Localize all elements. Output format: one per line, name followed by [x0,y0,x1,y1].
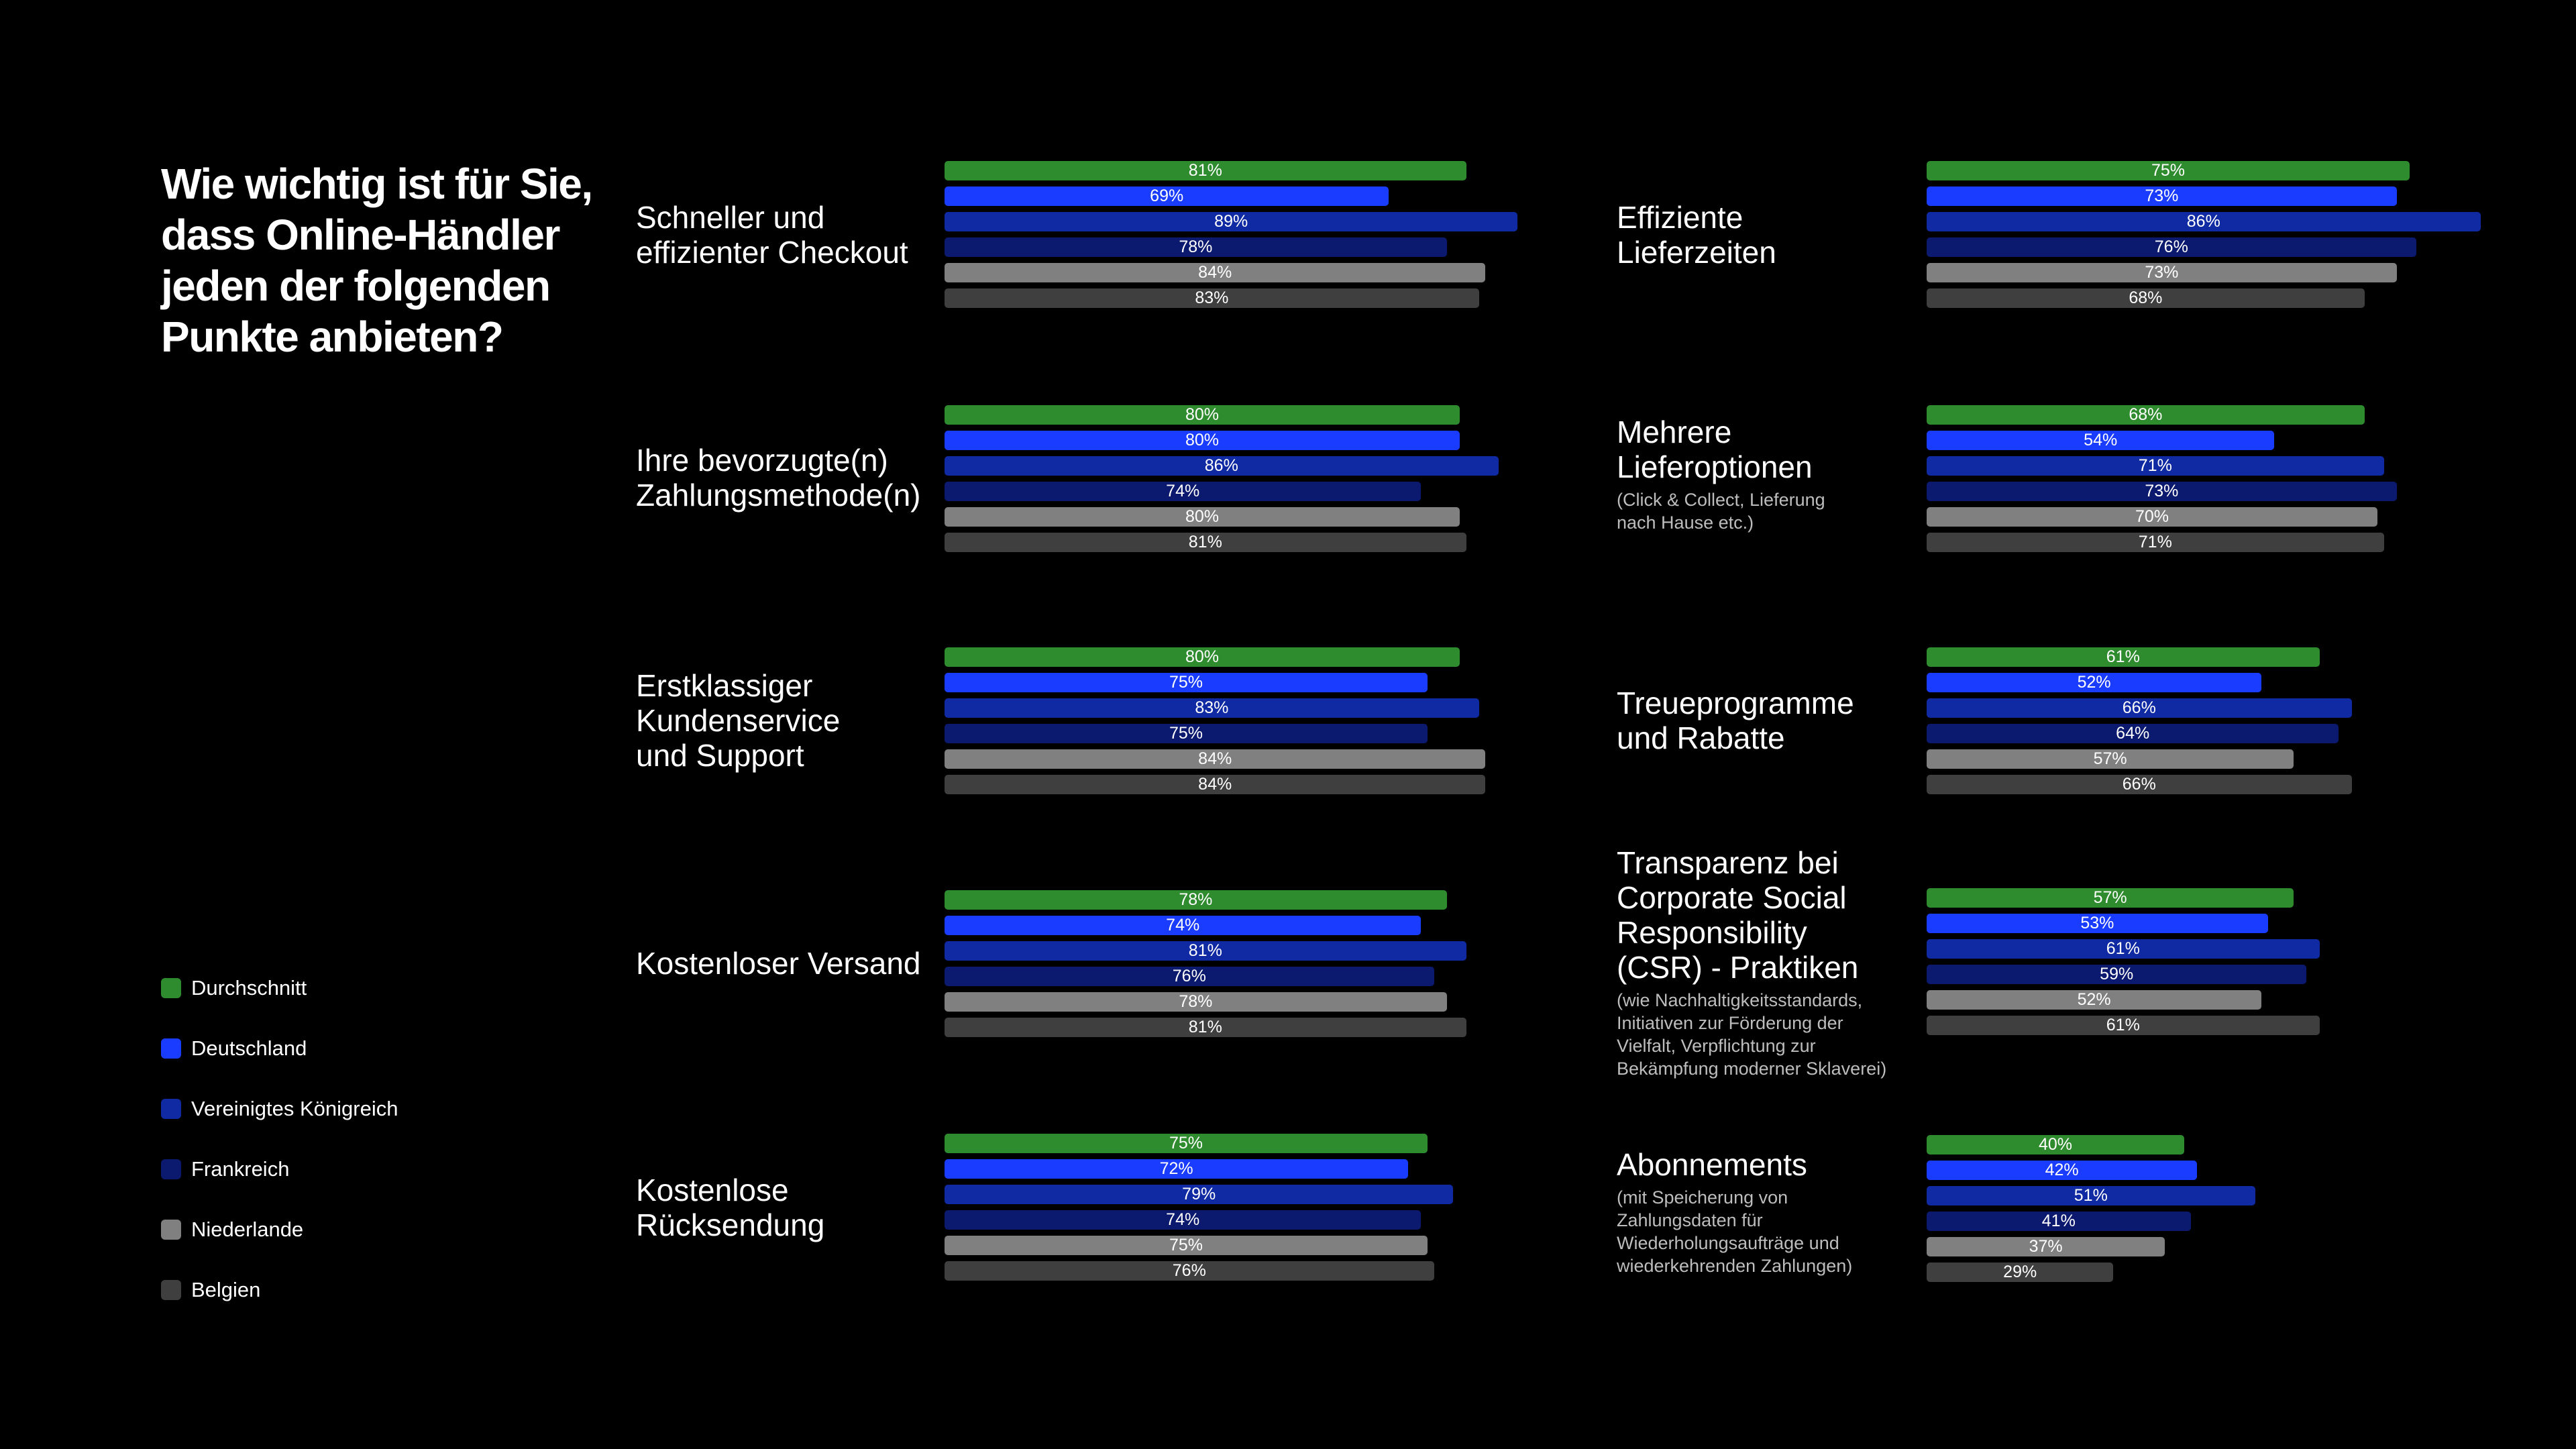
bar-niederlande [945,749,1485,769]
bar-value-label: 61% [2106,939,2140,958]
page-title: Wie wichtig ist für Sie, dass Online-Händler jeden der folgenden Punkte anbieten? [161,160,592,361]
category-title: Kostenlose Rücksendung [636,1173,825,1242]
bar-belgien [945,1018,1466,1037]
bar-value-label: 57% [2093,888,2127,907]
category-title: Treueprogramme und Rabatte [1617,686,1854,755]
bar-value-label: 83% [1195,288,1229,307]
category-title: Schneller und effizienter Checkout [636,200,908,270]
legend-swatch [161,978,181,998]
bar-value-label: 51% [2074,1186,2108,1205]
bar-value-label: 75% [1169,724,1203,743]
legend-swatch [161,1099,181,1119]
bar-niederlande [1927,990,2261,1010]
bar-value-label: 75% [2151,161,2186,180]
bar-value-label: 74% [1166,1210,1200,1229]
bar-deutschland [945,673,1428,692]
bar-value-label: 75% [1169,1236,1203,1254]
bar-belgien [945,288,1479,308]
bar-belgien [1927,1263,2113,1282]
legend-swatch [161,1038,181,1059]
category-subtitle: (Click & Collect, Lieferung nach Hause etc.) [1617,490,1825,533]
bar-vereinigtes-königreich [1927,212,2481,231]
bar-value-label: 72% [1159,1159,1193,1178]
bar-value-label: 61% [2106,647,2140,666]
category-label [1617,845,1912,1080]
category-label [636,946,931,981]
bar-value-label: 81% [1188,1018,1222,1036]
bar-deutschland [1927,673,2261,692]
bar-value-label: 80% [1185,647,1220,666]
bar-durchschnitt [1927,888,2294,908]
bar-vereinigtes-königreich [945,1185,1453,1204]
bar-deutschland [945,431,1460,450]
legend-swatch [161,1280,181,1300]
bar-value-label: 76% [1172,1261,1206,1280]
bar-value-label: 80% [1185,431,1220,449]
legend-label: Durchschnitt [191,976,307,1000]
bar-deutschland [1927,914,2268,933]
legend-swatch [161,1220,181,1240]
category-subtitle: (mit Speicherung von Zahlungsdaten für Wiederholungsaufträge und wiederkehrenden Zahlungen) [1617,1187,1853,1276]
legend-label: Vereinigtes Königreich [191,1097,398,1120]
legend-label: Frankreich [191,1157,290,1181]
bar-belgien [1927,533,2384,552]
bar-belgien [1927,1016,2320,1035]
bar-value-label: 73% [2145,263,2179,282]
bar-belgien [945,1261,1434,1281]
bar-vereinigtes-königreich [945,698,1479,718]
bar-value-label: 78% [1179,890,1213,909]
bar-value-label: 86% [2186,212,2220,231]
category-title: Ihre bevorzugte(n) Zahlungsmethode(n) [636,443,921,513]
bar-vereinigtes-königreich [1927,939,2320,959]
bar-value-label: 54% [2084,431,2118,449]
category-title: Kostenloser Versand [636,946,921,981]
bar-durchschnitt [945,890,1447,910]
bar-deutschland [945,916,1421,935]
category-subtitle: (wie Nachhaltigkeitsstandards, Initiativen zur Förderung der Vielfalt, Verpflichtung zur Bekämpfung moderner Sklaverei) [1617,990,1887,1079]
category-label [636,1173,931,1242]
bar-value-label: 78% [1179,237,1213,256]
bar-value-label: 78% [1179,992,1213,1011]
bar-value-label: 70% [2135,507,2169,526]
bar-value-label: 75% [1169,673,1203,692]
bar-value-label: 80% [1185,405,1220,424]
bar-durchschnitt [1927,1135,2184,1155]
bar-value-label: 64% [2116,724,2150,743]
bar-durchschnitt [945,647,1460,667]
bar-value-label: 81% [1188,533,1222,551]
bar-value-label: 89% [1214,212,1248,231]
legend [161,958,398,1320]
bar-value-label: 52% [2077,990,2111,1009]
bar-vereinigtes-königreich [945,456,1499,476]
legend-item [161,958,398,1018]
bar-value-label: 81% [1188,161,1222,180]
bar-belgien [1927,775,2352,794]
bar-value-label: 41% [2041,1212,2076,1230]
bar-durchschnitt [945,1134,1428,1153]
bar-durchschnitt [1927,161,2410,180]
category-label [1617,686,1912,755]
bar-value-label: 66% [2122,775,2156,794]
bar-value-label: 52% [2077,673,2111,692]
bar-value-label: 86% [1204,456,1238,475]
bar-frankreich [945,482,1421,501]
bar-niederlande [945,507,1460,527]
bar-value-label: 37% [2029,1237,2063,1256]
bar-value-label: 83% [1195,698,1229,717]
bar-deutschland [1927,431,2274,450]
bar-niederlande [945,263,1485,282]
legend-swatch [161,1159,181,1179]
bar-value-label: 68% [2129,405,2163,424]
legend-item [161,1260,398,1320]
category-label [1617,415,1912,534]
category-title: Mehrere Lieferoptionen [1617,415,1813,484]
bar-value-label: 71% [2138,456,2172,475]
bar-niederlande [945,1236,1428,1255]
bar-value-label: 29% [2003,1263,2037,1281]
bar-niederlande [1927,1237,2165,1256]
bar-niederlande [1927,749,2294,769]
bar-vereinigtes-königreich [1927,698,2352,718]
bar-deutschland [1927,1161,2197,1180]
bar-belgien [945,775,1485,794]
bar-value-label: 74% [1166,916,1200,934]
bar-value-label: 84% [1198,749,1232,768]
category-label [636,200,931,270]
legend-item [161,1139,398,1199]
category-title: Abonnements [1617,1147,1807,1182]
bar-frankreich [1927,237,2416,257]
bar-value-label: 40% [2038,1135,2073,1154]
bar-vereinigtes-königreich [1927,456,2384,476]
bar-value-label: 73% [2145,186,2179,205]
legend-label: Niederlande [191,1218,304,1241]
legend-item [161,1199,398,1260]
category-label [1617,200,1912,270]
bar-frankreich [1927,724,2339,743]
category-label [636,443,931,513]
bar-belgien [945,533,1466,552]
legend-item [161,1079,398,1139]
bar-value-label: 69% [1150,186,1184,205]
category-title: Effiziente Lieferzeiten [1617,200,1776,270]
bar-frankreich [945,1210,1421,1230]
bar-value-label: 68% [2129,288,2163,307]
bar-value-label: 42% [2045,1161,2079,1179]
bar-value-label: 76% [2154,237,2188,256]
bar-frankreich [945,237,1447,257]
bar-value-label: 79% [1182,1185,1216,1203]
bar-frankreich [1927,482,2397,501]
bar-value-label: 53% [2080,914,2114,932]
bar-value-label: 74% [1166,482,1200,500]
bar-value-label: 84% [1198,775,1232,794]
bar-value-label: 66% [2122,698,2156,717]
bar-value-label: 80% [1185,507,1220,526]
legend-label: Deutschland [191,1036,307,1060]
bar-frankreich [945,967,1434,986]
bar-durchschnitt [945,405,1460,425]
bar-deutschland [945,1159,1408,1179]
bar-value-label: 76% [1172,967,1206,985]
bar-value-label: 61% [2106,1016,2140,1034]
bar-value-label: 73% [2145,482,2179,500]
bar-deutschland [1927,186,2397,206]
bar-belgien [1927,288,2365,308]
bar-deutschland [945,186,1389,206]
category-label [1617,1147,1912,1277]
bar-value-label: 59% [2100,965,2134,983]
bar-value-label: 71% [2138,533,2172,551]
legend-label: Belgien [191,1278,261,1301]
bar-vereinigtes-königreich [945,212,1517,231]
bar-niederlande [1927,263,2397,282]
category-label [636,668,931,773]
bar-vereinigtes-königreich [1927,1186,2255,1205]
bar-frankreich [1927,965,2306,984]
bar-value-label: 84% [1198,263,1232,282]
bar-niederlande [945,992,1447,1012]
bar-value-label: 81% [1188,941,1222,960]
bar-frankreich [1927,1212,2191,1231]
category-title: Transparenz bei Corporate Social Responsibility (CSR) - Praktiken [1617,845,1859,985]
bar-frankreich [945,724,1428,743]
bar-durchschnitt [945,161,1466,180]
category-title: Erstklassiger Kundenservice und Support [636,668,841,773]
bar-value-label: 75% [1169,1134,1203,1152]
bar-durchschnitt [1927,647,2320,667]
bar-vereinigtes-königreich [945,941,1466,961]
bar-value-label: 57% [2093,749,2127,768]
bar-niederlande [1927,507,2377,527]
legend-item [161,1018,398,1079]
bar-durchschnitt [1927,405,2365,425]
